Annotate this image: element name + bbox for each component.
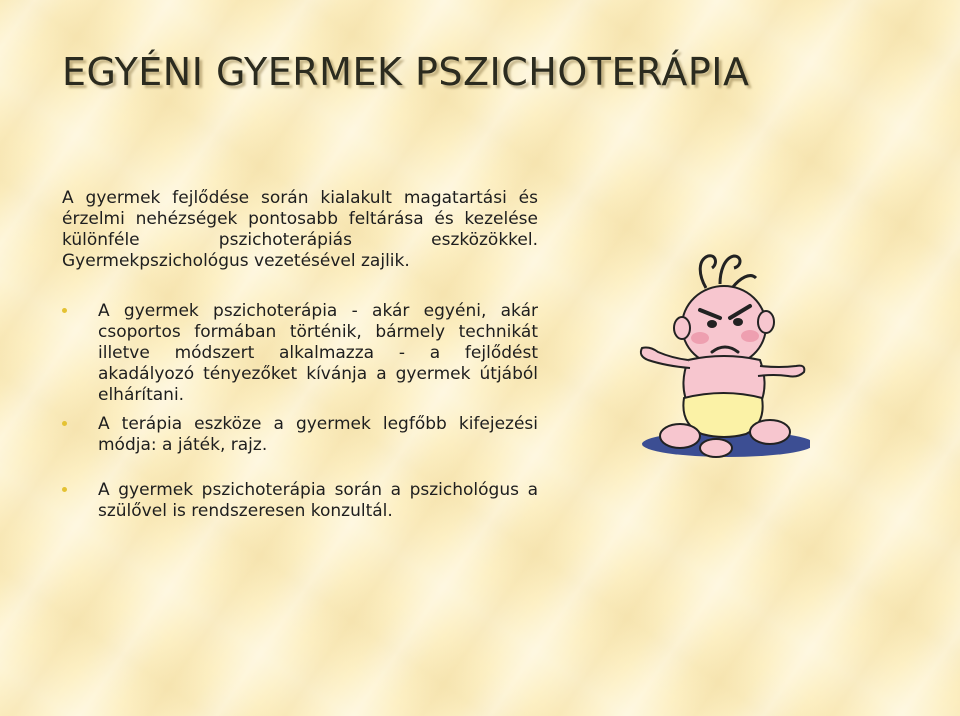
angry-baby-illustration-icon xyxy=(628,248,810,472)
bullet-text: A gyermek pszichoterápia során a pszichológus a szülővel is rendszeresen konzultál. xyxy=(98,480,538,521)
bullet-dot-icon xyxy=(62,421,67,426)
bullet-text: A terápia eszköze a gyermek legfőbb kifejezési módja: a játék, rajz. xyxy=(98,414,538,455)
bullet-dot-icon xyxy=(62,308,67,313)
bullet-item xyxy=(98,480,538,522)
bullet-item xyxy=(98,414,538,456)
slide-title: EGYÉNI GYERMEK PSZICHOTERÁPIA xyxy=(62,50,750,94)
bullet-item xyxy=(98,301,538,406)
bullet-dot-icon xyxy=(62,487,67,492)
intro-paragraph: A gyermek fejlődése során kialakult magatartási és érzelmi nehézségek pontosabb feltárása és kezelése különféle pszichoterápiás eszközökkel. Gyermekpszichológus vezetésével zajlik. xyxy=(62,188,538,271)
bullet-text: A gyermek pszichoterápia - akár egyéni, akár csoportos formában történik, bármely technikát illetve módszert alkalmazza - a fejlődést akadályozó tényezőket kívánja a gyermek útjából elhárítani. xyxy=(98,301,538,405)
